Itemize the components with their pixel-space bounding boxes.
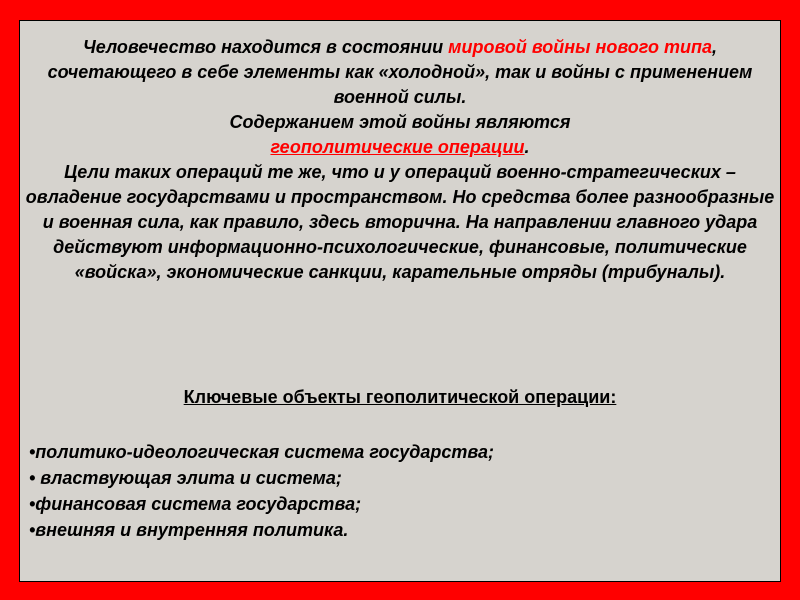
paragraph-2-tail: . <box>524 137 530 157</box>
intro-text <box>20 35 780 285</box>
key-objects-list <box>29 439 769 543</box>
list-item: •финансовая система государства; <box>29 494 362 514</box>
paragraph-2-highlight: геополитические операции <box>270 137 525 157</box>
paragraph-1-tail: , сочетающего в себе элементы как «холодной», так и войны с применением военной силы. <box>47 37 753 107</box>
paragraph-2-lead: Содержанием этой войны являются <box>229 112 571 132</box>
list-item: •политико-идеологическая система государства; <box>29 442 495 462</box>
list-item: • властвующая элита и система; <box>29 468 342 488</box>
slide <box>19 20 781 582</box>
paragraph-1-lead: Человечество находится в состоянии <box>83 37 449 57</box>
paragraph-3-text: Цели таких операций те же, что и у операций военно-стратегических – овладение государствами и пространством. Но средства более разнообразные и военная сила, как правило, здесь вторична. На направлении главного удара действуют информационно-психологические, финансовые, политические «войска», экономические санкции, карательные отряды (трибуналы). <box>25 162 775 282</box>
key-objects-heading: Ключевые объекты геополитической операции: <box>183 387 617 407</box>
list-item: •внешняя и внутренняя политика. <box>29 520 349 540</box>
paragraph-1-highlight: мировой войны нового типа <box>448 37 712 57</box>
